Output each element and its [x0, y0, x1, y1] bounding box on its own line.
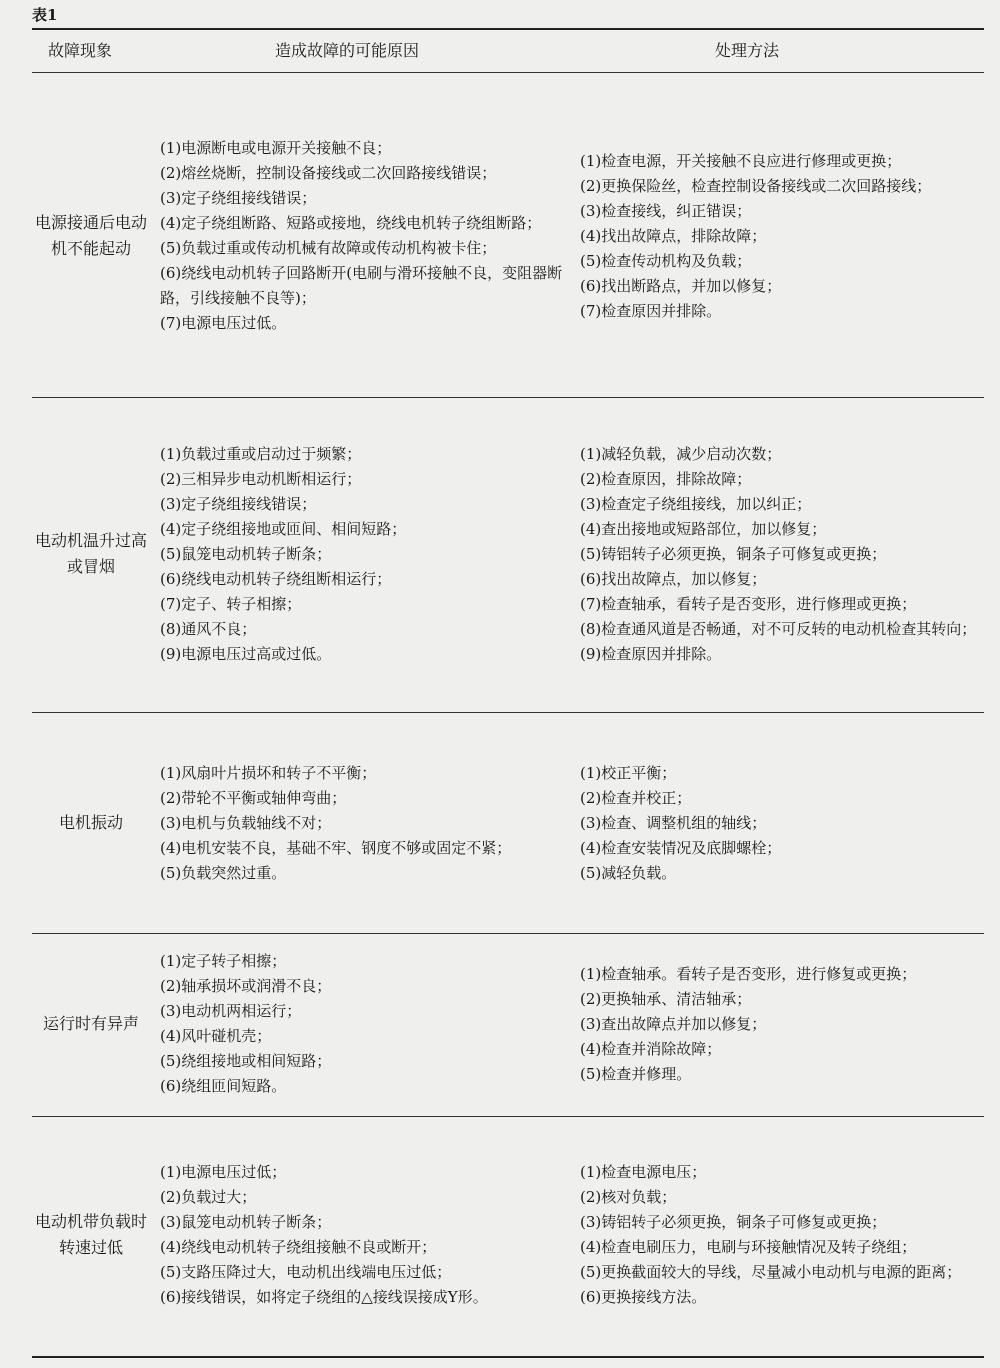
- cause-item: (3)定子绕组接线错误；: [160, 494, 317, 513]
- cause-item: (6)绕组匝间短路。: [160, 1077, 287, 1095]
- cause-item: (2)轴承损坏或润滑不良；: [160, 977, 332, 995]
- method-item: (4)检查安装情况及底脚螺栓；: [580, 838, 782, 857]
- cause-item: (5)负载突然过重。: [160, 863, 287, 882]
- methods-cell: [580, 80, 980, 392]
- method-item: (5)检查传动机构及负载；: [580, 251, 752, 270]
- method-item: (2)检查原因，排除故障；: [580, 469, 752, 488]
- cause-item: (5)绕组接地或相间短路；: [160, 1052, 332, 1070]
- causes-cell: [160, 1122, 570, 1348]
- cause-item: (4)绕线电动机转子绕组接触不良或断开；: [160, 1238, 437, 1256]
- method-item: (1)校正平衡；: [580, 763, 677, 782]
- cause-item: (1)定子转子相擦；: [160, 952, 287, 970]
- method-item: (8)检查通风道是否畅通，对不可反转的电动机检查其转向；: [580, 619, 977, 638]
- cause-item: (4)风叶碰机壳；: [160, 1027, 272, 1045]
- method-item: (1)检查电源，开关接触不良应进行修理或更换；: [580, 151, 902, 170]
- cause-item: (2)负载过大；: [160, 1188, 257, 1206]
- method-item: (7)检查原因并排除。: [580, 301, 722, 320]
- table-row: [32, 938, 984, 1110]
- row-divider: [32, 712, 984, 713]
- causes-cell: [160, 80, 570, 392]
- cause-item: (5)负载过重或传动机械有故障或传动机构被卡住；: [160, 239, 497, 257]
- method-item: (7)检查轴承，看转子是否变形，进行修理或更换；: [580, 594, 917, 613]
- method-item: (6)找出断路点，并加以修复；: [580, 276, 782, 295]
- cause-item: (1)电源断电或电源开关接触不良；: [160, 139, 392, 157]
- method-item: (6)找出故障点，加以修复；: [580, 569, 767, 588]
- symptom-cell: 电动机带负载时转速过低: [34, 1212, 147, 1257]
- method-item: (1)检查电源电压；: [580, 1163, 707, 1181]
- cause-item: (4)电机安装不良，基础不牢、钢度不够或固定不紧；: [160, 838, 512, 857]
- cause-item: (4)定子绕组接地或匝间、相间短路；: [160, 519, 407, 538]
- method-item: (4)检查并消除故障；: [580, 1039, 722, 1058]
- cause-item: (1)电源电压过低；: [160, 1163, 287, 1181]
- cause-item: (2)三相异步电动机断相运行；: [160, 469, 362, 488]
- cause-item: (7)定子、转子相擦；: [160, 594, 302, 613]
- cause-item: (2)带轮不平衡或轴伸弯曲；: [160, 788, 347, 807]
- cause-item: (2)熔丝烧断，控制设备接线或二次回路接线错误；: [160, 164, 497, 182]
- header-symptom: 故障现象: [48, 41, 113, 60]
- method-item: (5)减轻负载。: [580, 863, 677, 882]
- methods-cell: [580, 718, 980, 928]
- causes-cell: [160, 938, 570, 1110]
- method-item: (2)核对负载；: [580, 1188, 677, 1206]
- method-item: (3)检查定子绕组接线，加以纠正；: [580, 494, 812, 513]
- methods-cell: [580, 938, 980, 1110]
- method-item: (3)查出故障点并加以修复；: [580, 1014, 767, 1033]
- cause-item: (3)电动机两相运行；: [160, 1002, 302, 1020]
- table-bottom-rule: [32, 1356, 984, 1358]
- table-row: [32, 402, 984, 706]
- row-divider: [32, 397, 984, 398]
- symptom-cell: 电动机温升过高或冒烟: [34, 531, 147, 576]
- method-item: (3)检查、调整机组的轴线；: [580, 813, 767, 832]
- row-divider: [32, 933, 984, 934]
- method-item: (2)检查并校正；: [580, 788, 692, 807]
- cause-item: (5)鼠笼电动机转子断条；: [160, 544, 332, 563]
- methods-cell: [580, 402, 980, 706]
- method-item: (4)检查电刷压力，电刷与环接触情况及转子绕组；: [580, 1238, 917, 1256]
- method-item: (2)更换保险丝，检查控制设备接线或二次回路接线；: [580, 176, 932, 195]
- cause-item: (1)风扇叶片损坏和转子不平衡；: [160, 763, 377, 782]
- method-item: (6)更换接线方法。: [580, 1288, 707, 1306]
- table-caption: 表1: [32, 6, 58, 24]
- causes-cell: [160, 402, 570, 706]
- method-item: (9)检查原因并排除。: [580, 644, 722, 663]
- method-item: (3)铸铝转子必须更换，铜条子可修复或更换；: [580, 1213, 887, 1231]
- cause-item: (6)绕线电动机转子回路断开(电刷与滑环接触不良，变阻器断路，引线接触不良等)；: [160, 264, 563, 307]
- method-item: (2)更换轴承、清洁轴承；: [580, 989, 752, 1008]
- method-item: (1)减轻负载，减少启动次数；: [580, 444, 782, 463]
- cause-item: (5)支路压降过大，电动机出线端电压过低；: [160, 1263, 452, 1281]
- cause-item: (8)通风不良；: [160, 619, 257, 638]
- header-methods: 处理方法: [715, 41, 780, 60]
- cause-item: (9)电源电压过高或过低。: [160, 644, 332, 663]
- header-rule: [32, 72, 984, 73]
- method-item: (5)检查并修理。: [580, 1064, 692, 1083]
- cause-item: (7)电源电压过低。: [160, 314, 287, 332]
- cause-item: (3)电机与负载轴线不对；: [160, 813, 332, 832]
- table-row: [32, 80, 984, 392]
- symptom-cell: 电机振动: [58, 813, 123, 832]
- header-causes: 造成故障的可能原因: [275, 41, 420, 60]
- method-item: (4)查出接地或短路部位，加以修复；: [580, 519, 827, 538]
- cause-item: (3)鼠笼电动机转子断条；: [160, 1213, 332, 1231]
- cause-item: (1)负载过重或启动过于频繁；: [160, 444, 362, 463]
- symptom-cell: 电源接通后电动机不能起动: [34, 213, 147, 258]
- cause-item: (6)接线错误，如将定子绕组的△接线误接成Y形。: [160, 1288, 488, 1306]
- method-item: (3)检查接线，纠正错误；: [580, 201, 752, 220]
- row-divider: [32, 1116, 984, 1117]
- cause-item: (3)定子绕组接线错误；: [160, 189, 317, 207]
- method-item: (5)铸铝转子必须更换，铜条子可修复或更换；: [580, 544, 887, 563]
- cause-item: (4)定子绕组断路、短路或接地，绕线电机转子绕组断路；: [160, 214, 542, 232]
- method-item: (4)找出故障点，排除故障；: [580, 226, 767, 245]
- table-row: [32, 718, 984, 928]
- causes-cell: [160, 718, 570, 928]
- method-item: (1)检查轴承。看转子是否变形，进行修复或更换；: [580, 964, 917, 983]
- table-top-rule: [32, 28, 984, 30]
- symptom-cell: 运行时有异声: [42, 1014, 139, 1033]
- cause-item: (6)绕线电动机转子绕组断相运行；: [160, 569, 392, 588]
- table-row: [32, 1122, 984, 1348]
- methods-cell: [580, 1122, 980, 1348]
- method-item: (5)更换截面较大的导线，尽量减小电动机与电源的距离；: [580, 1263, 962, 1281]
